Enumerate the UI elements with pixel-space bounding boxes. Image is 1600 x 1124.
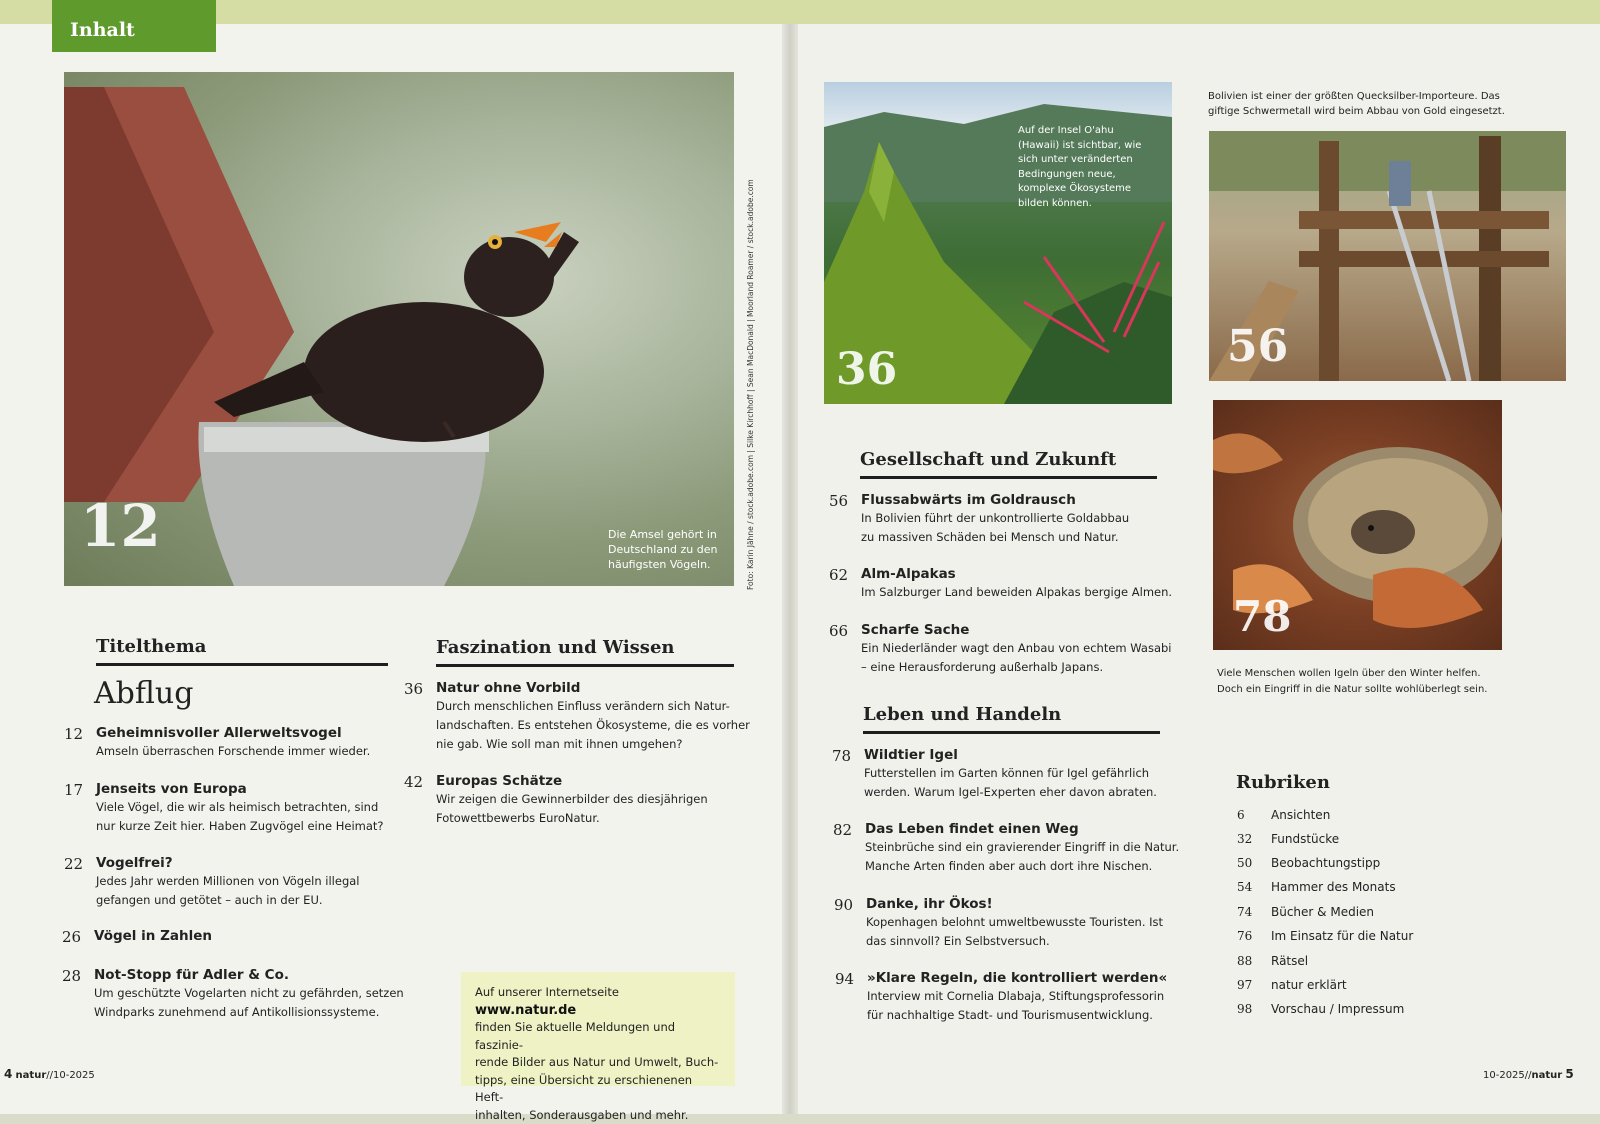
bolivia-photo[interactable] [1209, 131, 1566, 381]
rubrik-page: 88 [1237, 954, 1271, 968]
entry-desc: Ein Niederländer wagt den Anbau von echtem Wasabi [861, 639, 1171, 658]
entry-title: Flussabwärts im Goldrausch [861, 492, 1076, 508]
entry-title: Geheimnisvoller Allerweltsvogel [96, 725, 342, 741]
rubrik-item[interactable] [1237, 978, 1347, 992]
rubrik-item[interactable] [1237, 856, 1380, 870]
rubriken-title: Rubriken [1236, 772, 1330, 793]
box-line: rende Bilder aus Natur und Umwelt, Buch- [475, 1054, 721, 1072]
entry-title: Europas Schätze [436, 773, 562, 789]
rubrik-label: Beobachtungstipp [1271, 856, 1380, 870]
entry-desc: gefangen und getötet – auch in der EU. [96, 891, 323, 910]
website-info-box [461, 972, 735, 1086]
hawaii-photo[interactable] [824, 82, 1172, 404]
photo-page-number: 36 [836, 344, 897, 395]
right-folio [1483, 1067, 1574, 1081]
entry-title: Danke, ihr Ökos! [866, 896, 993, 912]
folio-page: 5 [1565, 1067, 1573, 1081]
rubrik-page: 32 [1237, 832, 1271, 846]
rubrik-page: 6 [1237, 808, 1271, 822]
rubrik-label: Bücher & Medien [1271, 905, 1374, 919]
entry-desc: Interview mit Cornelia Dlabaja, Stiftungsprofessorin [867, 987, 1164, 1006]
rubrik-page: 74 [1237, 905, 1271, 919]
entry-desc: werden. Warum Igel-Experten eher davon abraten. [864, 783, 1157, 802]
entry-desc: – eine Herausforderung außerhalb Japans. [861, 658, 1103, 677]
folio-issue: 10-2025// [1483, 1070, 1532, 1081]
entry-page: 22 [64, 855, 83, 873]
entry-desc: Kopenhagen belohnt umweltbewusste Touristen. Ist [866, 913, 1163, 932]
rubrik-item[interactable] [1237, 954, 1308, 968]
entry-page: 28 [62, 967, 81, 985]
entry-desc: Um geschützte Vogelarten nicht zu gefährden, setzen [94, 984, 404, 1003]
rubrik-item[interactable] [1237, 808, 1330, 822]
entry-title: »Klare Regeln, die kontrolliert werden« [867, 970, 1167, 986]
rubrik-page: 76 [1237, 929, 1271, 943]
photo-caption: Viele Menschen wollen Igeln über den Winter helfen. Doch ein Eingriff in die Natur sollte wohlüberlegt sein. [1217, 666, 1492, 698]
entry-desc: nur kurze Zeit hier. Haben Zugvögel eine Heimat? [96, 817, 384, 836]
entry-title: Natur ohne Vorbild [436, 680, 580, 696]
rubrik-page: 54 [1237, 880, 1271, 894]
rubrik-label: Hammer des Monats [1271, 880, 1396, 894]
entry-desc: Durch menschlichen Einfluss verändern sich Natur- [436, 697, 730, 716]
entry-page: 42 [404, 773, 423, 791]
entry-desc: Im Salzburger Land beweiden Alpakas bergige Almen. [861, 583, 1172, 602]
entry-desc: Fotowettbewerbs EuroNatur. [436, 809, 600, 828]
rubrik-item[interactable] [1237, 1002, 1404, 1016]
section-title-leben: Leben und Handeln [863, 704, 1160, 734]
entry-desc: Jedes Jahr werden Millionen von Vögeln illegal [96, 872, 359, 891]
entry-page: 36 [404, 680, 423, 698]
entry-desc: Windparks zunehmend auf Antikollisionssysteme. [94, 1003, 379, 1022]
entry-page: 94 [835, 970, 854, 988]
photo-page-number: 78 [1233, 592, 1291, 641]
entry-desc: für nachhaltige Stadt- und Tourismusentwicklung. [867, 1006, 1153, 1025]
entry-page: 12 [64, 725, 83, 743]
rubrik-page: 97 [1237, 978, 1271, 992]
entry-title: Scharfe Sache [861, 622, 969, 638]
entry-page: 78 [832, 747, 851, 765]
photo-page-number: 12 [80, 492, 161, 560]
rubrik-label: Im Einsatz für die Natur [1271, 929, 1413, 943]
entry-desc: Wir zeigen die Gewinnerbilder des diesjährigen [436, 790, 708, 809]
section-tab: Inhalt [52, 0, 216, 52]
box-line: tipps, eine Übersicht zu erschienenen Heft- [475, 1072, 721, 1107]
left-folio [4, 1067, 95, 1081]
entry-page: 62 [829, 566, 848, 584]
entry-title: Wildtier Igel [864, 747, 958, 763]
rubrik-label: Ansichten [1271, 808, 1330, 822]
entry-title: Not-Stopp für Adler & Co. [94, 967, 289, 983]
hedgehog-photo[interactable] [1213, 400, 1502, 650]
folio-brand: natur [16, 1070, 47, 1081]
entry-page: 26 [62, 928, 81, 946]
entry-title: Vogelfrei? [96, 855, 173, 871]
entry-desc: Amseln überraschen Forschende immer wieder. [96, 742, 370, 761]
rubrik-label: Fundstücke [1271, 832, 1339, 846]
entry-desc: In Bolivien führt der unkontrollierte Goldabbau [861, 509, 1129, 528]
box-intro: Auf unserer Internetseite [475, 985, 619, 999]
section-title-faszination: Faszination und Wissen [436, 637, 734, 667]
section-title-titelthema: Titelthema [96, 636, 388, 666]
photo-caption: Die Amsel gehört in Deutschland zu den häufigsten Vögeln. [608, 527, 718, 572]
entry-page: 82 [833, 821, 852, 839]
entry-title: Vögel in Zahlen [94, 928, 212, 944]
rubrik-label: natur erklärt [1271, 978, 1347, 992]
folio-page: 4 [4, 1067, 12, 1081]
entry-desc: Steinbrüche sind ein gravierender Eingriff in die Natur. [865, 838, 1179, 857]
rubrik-page: 50 [1237, 856, 1271, 870]
entry-page: 90 [834, 896, 853, 914]
rubrik-item[interactable] [1237, 880, 1396, 894]
blackbird-illustration [64, 72, 734, 586]
folio-brand: natur [1532, 1070, 1563, 1081]
section-title-gesellschaft: Gesellschaft und Zukunft [860, 449, 1157, 479]
entry-title: Das Leben findet einen Weg [865, 821, 1079, 837]
box-line: inhalten, Sonderausgaben und mehr. [475, 1107, 721, 1124]
rubrik-item[interactable] [1237, 905, 1374, 919]
photo-caption: Auf der Insel O'ahu (Hawaii) ist sichtbar, wie sich unter veränderten Bedingungen neue, komplexe Ökosysteme bilden können. [1018, 124, 1158, 211]
entry-desc: nie gab. Wie soll man mit ihnen umgehen? [436, 735, 682, 754]
top-color-band [0, 0, 1600, 24]
entry-page: 17 [64, 781, 83, 799]
entry-desc: Viele Vögel, die wir als heimisch betrachten, sind [96, 798, 378, 817]
rubrik-item[interactable] [1237, 832, 1339, 846]
folio-issue: //10-2025 [46, 1070, 95, 1081]
entry-desc: Futterstellen im Garten können für Igel gefährlich [864, 764, 1149, 783]
box-line: finden Sie aktuelle Meldungen und faszinie- [475, 1019, 721, 1054]
website-link[interactable]: www.natur.de [475, 1003, 576, 1018]
cover-headline: Abflug [94, 676, 193, 711]
rubrik-label: Rätsel [1271, 954, 1308, 968]
photo-page-number: 56 [1227, 321, 1288, 372]
photo-credit: Foto: Karin Jähne / stock.adobe.com | Silke Kirchhoff | Sean MacDonald | Moorland Roamer / stock.adobe.com [746, 179, 755, 590]
entry-page: 56 [829, 492, 848, 510]
entry-desc: das sinnvoll? Ein Selbstversuch. [866, 932, 1050, 951]
entry-desc: Manche Arten finden aber auch dort ihre Nischen. [865, 857, 1152, 876]
entry-title: Jenseits von Europa [96, 781, 247, 797]
photo-caption: Bolivien ist einer der größten Quecksilber-Importeure. Das giftige Schwermetall wird beim Abbau von Gold eingesetzt. [1208, 89, 1508, 119]
entry-desc: landschaften. Es entstehen Ökosysteme, die es vorher [436, 716, 750, 735]
blackbird-photo[interactable] [64, 72, 734, 586]
entry-desc: zu massiven Schäden bei Mensch und Natur. [861, 528, 1119, 547]
entry-page: 66 [829, 622, 848, 640]
rubrik-page: 98 [1237, 1002, 1271, 1016]
rubrik-label: Vorschau / Impressum [1271, 1002, 1404, 1016]
rubrik-item[interactable] [1237, 929, 1413, 943]
page-gutter [782, 0, 798, 1114]
entry-title: Alm-Alpakas [861, 566, 956, 582]
